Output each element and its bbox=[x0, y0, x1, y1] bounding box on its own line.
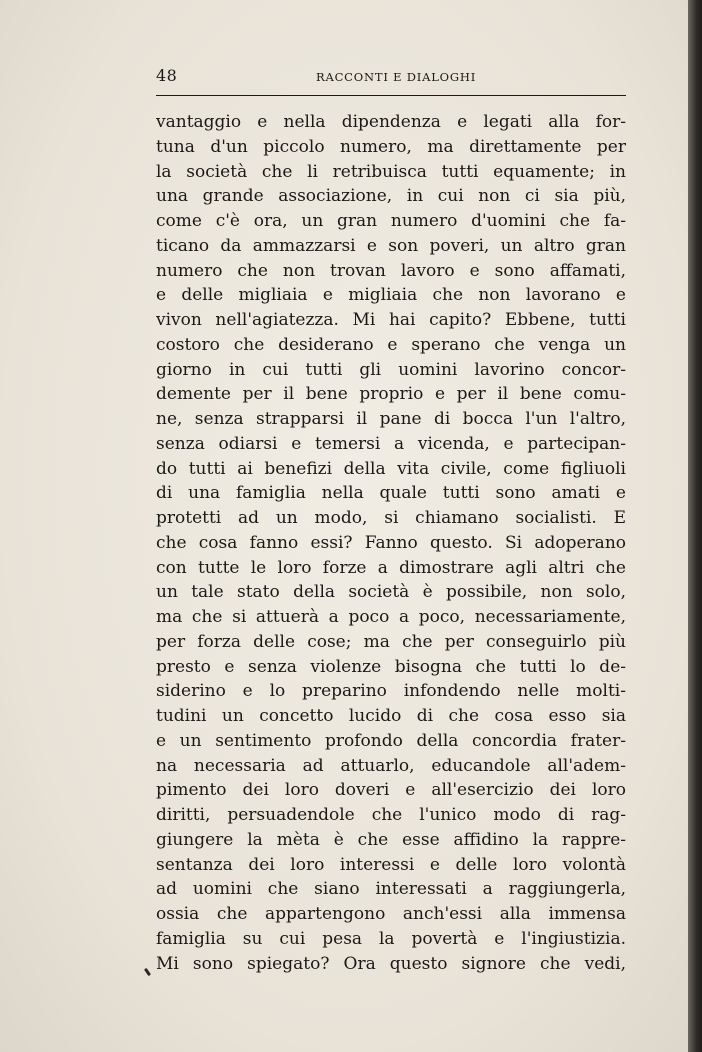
text-line: protetti ad un modo, si chiamano socialisti. E bbox=[156, 508, 626, 528]
text-line: sentanza dei loro interessi e delle loro volontà bbox=[156, 854, 626, 875]
text-line: vivon nell'agiatezza. Mi hai capito? Ebbene, tutti bbox=[156, 310, 626, 330]
text-line: ne, senza strapparsi il pane di bocca l'un l'altro, bbox=[156, 409, 626, 429]
text-line: ad uomini che siano interessati a raggiungerla, bbox=[156, 879, 626, 900]
body-text bbox=[156, 110, 626, 976]
text-line: ticano da ammazzarsi e son poveri, un altro gran bbox=[156, 235, 626, 256]
text-line: famiglia su cui pesa la povertà e l'ingiustizia. bbox=[156, 928, 626, 949]
text-line: di una famiglia nella quale tutti sono amati e bbox=[156, 483, 626, 504]
text-line: una grande associazione, in cui non ci sia più, bbox=[156, 186, 626, 207]
book-spine-shadow bbox=[688, 0, 702, 1052]
text-line: per forza delle cose; ma che per conseguirlo più bbox=[156, 631, 626, 652]
running-title: RACCONTI E DIALOGHI bbox=[316, 70, 477, 84]
page-header bbox=[156, 64, 626, 92]
text-line: siderino e lo preparino infondendo nelle molti- bbox=[156, 681, 626, 702]
text-line: pimento dei loro doveri e all'esercizio dei loro bbox=[156, 780, 626, 801]
text-line: ossia che appartengono anch'essi alla immensa bbox=[156, 904, 626, 924]
ink-speck bbox=[144, 968, 151, 976]
page-number: 48 bbox=[156, 66, 178, 85]
text-line: la società che li retribuisca tutti equamente; in bbox=[156, 161, 626, 182]
text-line: demente per il bene proprio e per il bene comu- bbox=[156, 384, 626, 405]
text-line: tudini un concetto lucido di che cosa esso sia bbox=[156, 706, 626, 726]
text-line: senza odiarsi e temersi a vicenda, e partecipan- bbox=[156, 433, 626, 454]
text-line: giorno in cui tutti gli uomini lavorino concor- bbox=[156, 359, 626, 380]
text-line: un tale stato della società è possibile, non solo, bbox=[156, 582, 626, 603]
text-line: giungere la mèta è che esse affidino la rappre- bbox=[156, 829, 626, 850]
text-line: che cosa fanno essi? Fanno questo. Si adoperano bbox=[156, 532, 626, 553]
text-line: na necessaria ad attuarlo, educandole all'adem- bbox=[156, 755, 626, 776]
text-line: costoro che desiderano e sperano che venga un bbox=[156, 334, 626, 355]
text-line: do tutti ai benefizi della vita civile, come figliuoli bbox=[156, 458, 626, 479]
text-line: come c'è ora, un gran numero d'uomini che fa- bbox=[156, 211, 626, 231]
text-line: con tutte le loro forze a dimostrare agli altri che bbox=[156, 557, 626, 578]
text-line: tuna d'un piccolo numero, ma direttamente per bbox=[156, 136, 626, 157]
text-line: numero che non trovan lavoro e sono affamati, bbox=[156, 260, 626, 281]
text-line: vantaggio e nella dipendenza e legati alla for- bbox=[156, 112, 626, 132]
text-line: presto e senza violenze bisogna che tutti lo de- bbox=[156, 656, 626, 677]
header-rule bbox=[156, 95, 626, 96]
text-line: e delle migliaia e migliaia che non lavorano e bbox=[156, 285, 626, 306]
text-line: e un sentimento profondo della concordia frater- bbox=[156, 730, 626, 751]
text-line: ma che si attuerà a poco a poco, necessariamente, bbox=[156, 607, 626, 627]
text-line: diritti, persuadendole che l'unico modo di rag- bbox=[156, 805, 626, 825]
text-line: Mi sono spiegato? Ora questo signore che vedi, bbox=[156, 953, 626, 974]
